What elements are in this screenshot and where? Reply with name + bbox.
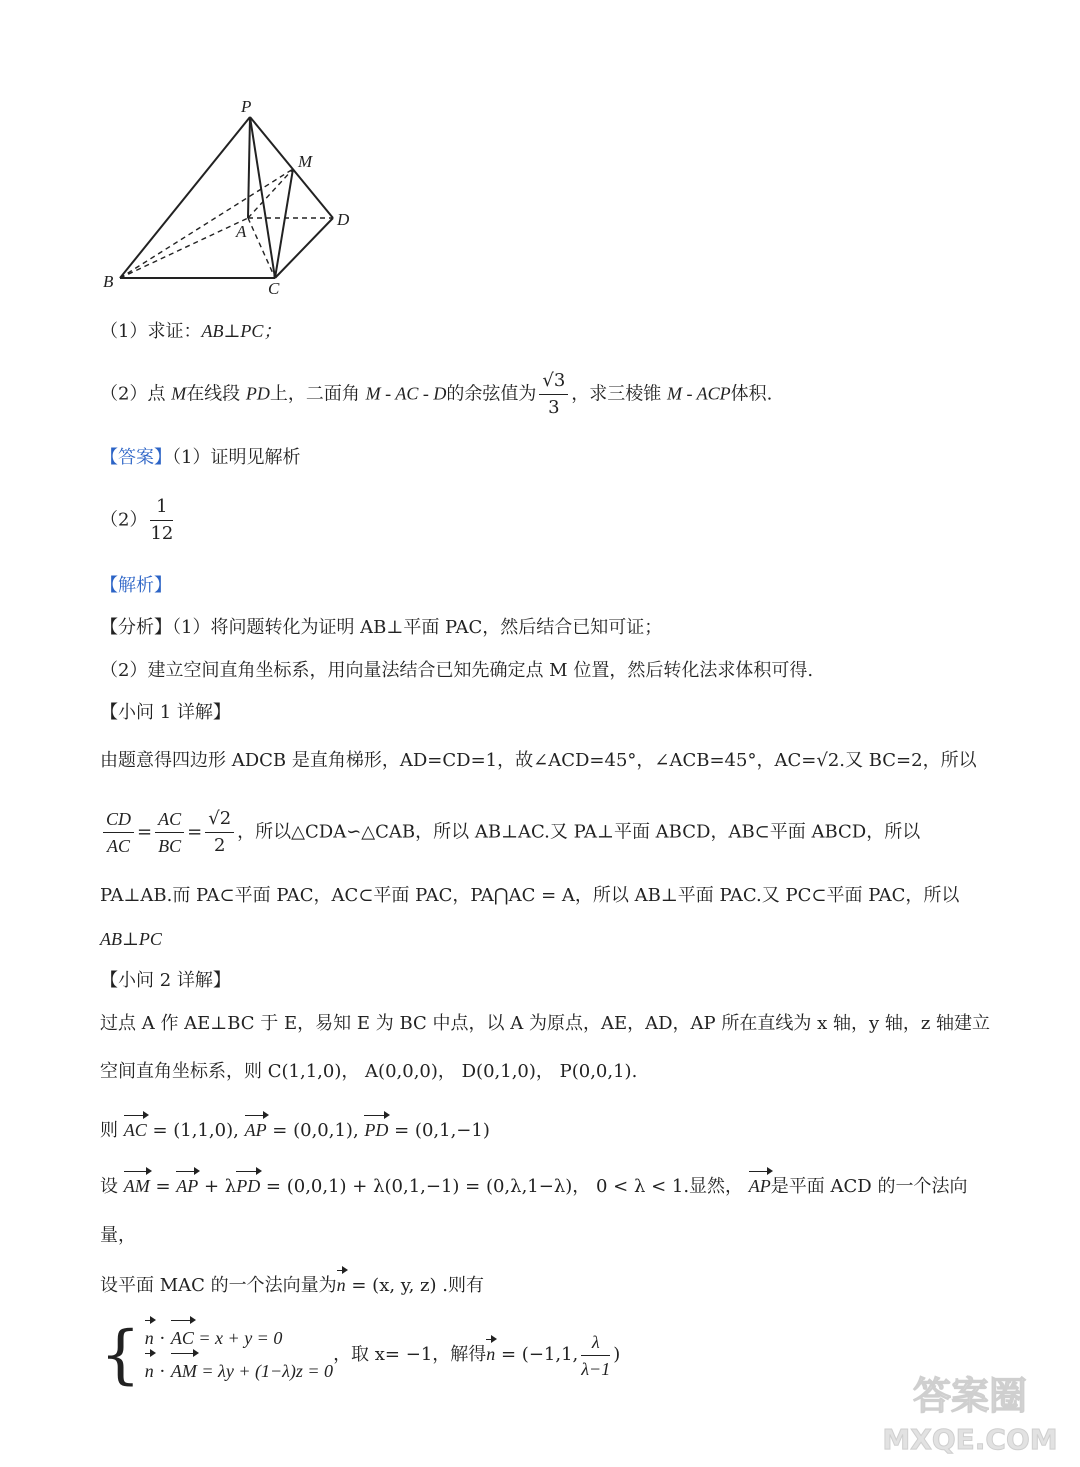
s1-line-1a: 由题意得四边形 ADCB 是直角梯形，AD=CD=1，故∠ACD=45°，∠ACB=45°，AC= (100, 750, 817, 771)
s2-line-3 (100, 1117, 490, 1144)
s2-line-5: 量， (100, 1225, 136, 1246)
analysis-fenxi-2: （2）建立空间直角坐标系，用向量法结合已知先确定点 M 位置，然后转化法求体积可得. (100, 660, 814, 681)
watermark-bottom: MXQE.COM (882, 1423, 1058, 1456)
subquestion-2-heading: 【小问 2 详解】 (100, 970, 231, 991)
equation-2 (145, 1355, 333, 1388)
answer-tag: 【答案】 (100, 447, 172, 468)
s2-line-7b: = (−1,1, (495, 1344, 579, 1365)
s1-frac-3: $\frac{√2}{2}$ (205, 806, 234, 859)
q2-fraction: $\frac{√3}{3}$ (539, 368, 568, 421)
s1-frac-2-num: AC (155, 806, 184, 833)
s1-line-2: $\frac{CD}{AC}$ = $\frac{AC}{BC}$ = $\frac{√2}{2}$ ，所以△CDA∽△CAB，所以 AB⊥AC.又 PA⊥平面 ABCD，AB⊂平面 ABCD，所以 (100, 806, 920, 859)
s2-line-3b: = (0,0,1), (266, 1120, 359, 1141)
s1-frac-2 (155, 806, 184, 859)
s1-line-3: PA⊥AB.而 PA⊂平面 PAC，AC⊂平面 PAC，PA⋂AC = A，所以 AB⊥平面 PAC.又 PC⊂平面 PAC，所以 (100, 885, 960, 906)
vector-am: AM (124, 1173, 150, 1199)
s1-frac-3-den: 2 (213, 835, 226, 856)
s2-line-7a: ，取 x= −1，解得 (333, 1344, 487, 1365)
s2-line-6 (100, 1272, 484, 1299)
s2-line-4c: = (0,0,1) + λ(0,1,−1) = (0,λ,1−λ)， 0 < λ < 1.显然， (260, 1176, 744, 1197)
s2-lambda-fraction (581, 1329, 610, 1382)
label-b: B (103, 272, 114, 291)
s2-line-3c: = (0,1,−1) (388, 1120, 490, 1141)
sys1-dot: · (153, 1328, 171, 1349)
s1-line-1b: .又 BC=2，所以 (839, 750, 977, 771)
question-1 (100, 318, 281, 345)
answer-1 (100, 445, 300, 471)
q1-expr: AB⊥PC； (201, 321, 282, 341)
s2-line-4a: = (149, 1176, 177, 1197)
answer-1-text: （1）证明见解析 (172, 447, 301, 468)
q2-m: M (171, 383, 187, 404)
analysis-tag: 【解析】 (100, 575, 172, 596)
lambda-den: λ−1 (581, 1358, 611, 1379)
question-2 (100, 368, 772, 421)
sys1-rhs: = x + y = 0 (193, 1328, 283, 1348)
q2-t4: ，求三棱锥 (571, 383, 662, 405)
s1-line-2-text: ，所以△CDA∽△CAB，所以 AB⊥AC.又 PA⊥平面 ABCD，AB⊂平面 ABCD，所以 (237, 821, 921, 843)
vector-n: n (337, 1272, 346, 1298)
s2-line-4-pre: 设 (100, 1176, 118, 1197)
answer-2-prefix: （2） (100, 509, 148, 531)
equation-system (145, 1322, 333, 1388)
vector-ap: AP (245, 1117, 267, 1143)
s1-frac-1 (103, 806, 134, 859)
s2-system-line (100, 1318, 621, 1392)
edge-pb (120, 117, 250, 278)
s2-line-6a: 设平面 MAC 的一个法向量为 (100, 1275, 337, 1296)
label-p: P (241, 97, 252, 116)
sys1-n: n (145, 1322, 154, 1354)
s1-frac-1-den: AC (107, 836, 131, 856)
s1-frac-1-num: CD (103, 806, 134, 833)
s2-line-2: 空间直角坐标系，则 C(1,1,0)， A(0,0,0)， D(0,1,0)， P(0,0,1). (100, 1061, 638, 1082)
sys1-ac: AC (171, 1322, 194, 1354)
s2-line-4d: 是平面 ACD 的一个法向 (770, 1176, 968, 1197)
s1-line-1: 由题意得四边形 ADCB 是直角梯形，AD=CD=1，故∠ACD=45°，∠ACB=45°，AC=√2.又 BC=2，所以 (100, 748, 977, 774)
answer-2-num: 1 (150, 494, 173, 521)
edge-ba (120, 218, 248, 278)
sys2-dot: · (153, 1361, 171, 1382)
sys2-rhs: = λy + (1−λ)z = 0 (196, 1361, 334, 1381)
left-brace: { (100, 1318, 141, 1392)
q2-frac-den: 3 (548, 397, 560, 418)
s2-line-7c: ) (613, 1344, 621, 1365)
q2-pd: PD (245, 383, 270, 404)
vector-n-2: n (486, 1341, 495, 1367)
watermark-top: 答案圈 (912, 1374, 1028, 1418)
s1-frac-2-den: BC (158, 836, 182, 856)
q2-tet: M - ACP (667, 383, 731, 404)
s1-frac-3-num: 2 (219, 808, 232, 829)
answer-2-fraction (150, 494, 173, 547)
s2-line-4b: + λ (198, 1176, 237, 1197)
q2-t2: 上，二面角 (269, 383, 360, 405)
equation-1 (145, 1322, 333, 1355)
q2-angle: M - AC - D (365, 383, 447, 404)
s1-sqrt: 2 (827, 750, 840, 771)
subquestion-1-heading: 【小问 1 详解】 (100, 702, 231, 723)
q1-prefix: （1）求证： (100, 321, 202, 342)
s2-line-1: 过点 A 作 AE⊥BC 于 E，易知 E 为 BC 中点，以 A 为原点，AE，AD，AP 所在直线为 x 轴，y 轴，z 轴建立 (100, 1013, 991, 1034)
q2-frac-num: 3 (553, 370, 566, 391)
watermark-logo (880, 1367, 1060, 1457)
s2-line-3a: = (1,1,0), (146, 1120, 239, 1141)
label-d: D (337, 210, 350, 229)
s2-line-6b: = (x, y, z) .则有 (345, 1275, 484, 1296)
analysis-fenxi-1: 【分析】（1）将问题转化为证明 AB⊥平面 PAC，然后结合已知可证； (100, 617, 663, 638)
s2-line-4 (100, 1173, 967, 1200)
s2-line-3-pre: 则 (100, 1120, 118, 1141)
q2-prefix: （2）点 (100, 383, 166, 405)
q2-t1: 在线段 (186, 383, 241, 405)
label-m: M (298, 152, 313, 171)
edge-pa (248, 117, 250, 218)
lambda-num: λ (581, 1329, 610, 1356)
vector-pd: PD (364, 1117, 388, 1143)
label-c: C (268, 279, 280, 298)
edge-pc (250, 117, 275, 278)
vector-pd-2: PD (236, 1173, 260, 1199)
pyramid-figure (95, 95, 365, 300)
sys2-am: AM (171, 1355, 197, 1387)
vector-ap-2: AP (176, 1173, 198, 1199)
answer-2-den: 12 (150, 523, 174, 544)
answer-2 (100, 494, 176, 547)
s1-line-4: AB⊥PC (100, 929, 162, 949)
q2-t5: 体积. (730, 383, 773, 405)
vector-ap-3: AP (749, 1173, 771, 1199)
vector-ac: AC (124, 1117, 147, 1143)
label-a: A (236, 222, 247, 241)
q2-t3: 的余弦值为 (446, 383, 537, 405)
sys2-n: n (145, 1355, 154, 1387)
